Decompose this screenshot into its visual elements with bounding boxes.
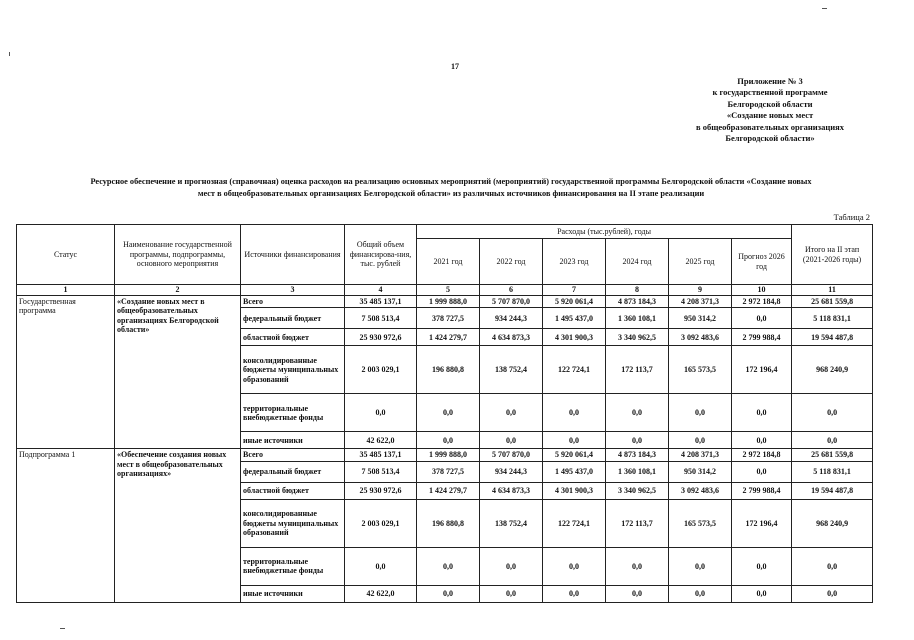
cell-year-value: 0,0 [480,432,543,449]
cell-stage-total: 19 594 487,8 [792,329,873,346]
appendix-header [620,76,914,144]
cell-total: 0,0 [345,394,417,432]
scan-mark-left [9,52,10,56]
cell-total: 42 622,0 [345,585,417,602]
row-status: Государственная программа [17,296,115,449]
table-label: Таблица 2 [833,212,870,222]
cell-total: 35 485 137,1 [345,296,417,308]
appendix-line: Приложение № 3 [737,76,803,86]
cell-year-value: 0,0 [732,461,792,482]
cell-year-value: 0,0 [606,547,669,585]
table-row [17,449,873,461]
column-number: 11 [792,285,873,296]
cell-year-value: 196 880,8 [417,346,480,394]
cell-year-value: 0,0 [543,547,606,585]
header-year: 2024 год [606,239,669,285]
cell-year-value: 0,0 [480,547,543,585]
column-number: 9 [669,285,732,296]
cell-year-value: 122 724,1 [543,346,606,394]
scan-mark-top-right [822,8,827,9]
column-number: 6 [480,285,543,296]
row-program-name: «Обеспечение создания новых мест в общеобразовательных организациях» [115,449,241,602]
header-year: Прогноз 2026 год [732,239,792,285]
cell-year-value: 4 873 184,3 [606,296,669,308]
appendix-line: Белгородской области» [725,133,815,144]
cell-year-value: 1 360 108,1 [606,461,669,482]
cell-year-value: 0,0 [669,394,732,432]
header-year: 2021 год [417,239,480,285]
cell-total: 35 485 137,1 [345,449,417,461]
cell-year-value: 0,0 [732,585,792,602]
cell-year-value: 0,0 [417,394,480,432]
row-source: федеральный бюджет [241,461,345,482]
cell-year-value: 0,0 [606,432,669,449]
row-source: областной бюджет [241,329,345,346]
header-name: Наименование государственной программы, подпрограммы, основного мероприятия [115,225,241,285]
table-body [17,296,873,603]
header-year: 2025 год [669,239,732,285]
cell-total: 25 930 972,6 [345,329,417,346]
cell-year-value: 0,0 [480,394,543,432]
header-year: 2022 год [480,239,543,285]
cell-year-value: 5 920 061,4 [543,449,606,461]
cell-year-value: 0,0 [417,547,480,585]
column-numbers-row [17,285,873,296]
cell-stage-total: 19 594 487,8 [792,482,873,499]
cell-year-value: 4 873 184,3 [606,449,669,461]
cell-total: 2 003 029,1 [345,346,417,394]
cell-year-value: 3 340 962,5 [606,482,669,499]
title-line: Ресурсное обеспечение и прогнозная (справочная) оценка расходов на реализацию основных мероприятий (мероприятий) государственной программы Белгородской области «Создание новых [90,177,812,186]
row-source: консолидированные бюджеты муниципальных образований [241,499,345,547]
column-number: 3 [241,285,345,296]
cell-stage-total: 25 681 559,8 [792,449,873,461]
cell-stage-total: 0,0 [792,585,873,602]
cell-total: 0,0 [345,547,417,585]
column-number: 5 [417,285,480,296]
cell-year-value: 0,0 [732,547,792,585]
cell-year-value: 3 340 962,5 [606,329,669,346]
cell-year-value: 0,0 [606,585,669,602]
cell-year-value: 172 196,4 [732,346,792,394]
cell-stage-total: 5 118 831,1 [792,308,873,329]
row-source: территориальные внебюджетные фонды [241,394,345,432]
cell-year-value: 2 972 184,8 [732,449,792,461]
row-status: Подпрограмма 1 [17,449,115,602]
column-number: 8 [606,285,669,296]
row-source: консолидированные бюджеты муниципальных образований [241,346,345,394]
row-source: территориальные внебюджетные фонды [241,547,345,585]
cell-total: 25 930 972,6 [345,482,417,499]
cell-year-value: 4 634 873,3 [480,482,543,499]
appendix-line: Белгородской области [727,98,813,109]
cell-year-value: 0,0 [669,547,732,585]
cell-stage-total: 968 240,9 [792,346,873,394]
document-title [30,176,872,199]
cell-year-value: 0,0 [480,585,543,602]
title-line: мест в общеобразовательных организациях Белгородской области» из различных источников финансирования на II этапе реализации [197,188,705,198]
row-source: федеральный бюджет [241,308,345,329]
cell-year-value: 165 573,5 [669,346,732,394]
cell-year-value: 0,0 [669,585,732,602]
cell-year-value: 0,0 [543,432,606,449]
cell-year-value: 1 424 279,7 [417,329,480,346]
cell-year-value: 5 707 870,0 [480,296,543,308]
cell-total: 2 003 029,1 [345,499,417,547]
cell-year-value: 0,0 [606,394,669,432]
row-source: областной бюджет [241,482,345,499]
cell-year-value: 934 244,3 [480,308,543,329]
cell-stage-total: 968 240,9 [792,499,873,547]
cell-total: 42 622,0 [345,432,417,449]
cell-year-value: 378 727,5 [417,308,480,329]
cell-year-value: 0,0 [669,432,732,449]
cell-year-value: 172 113,7 [606,499,669,547]
cell-stage-total: 25 681 559,8 [792,296,873,308]
cell-year-value: 0,0 [417,432,480,449]
cell-year-value: 172 196,4 [732,499,792,547]
cell-year-value: 0,0 [732,308,792,329]
cell-year-value: 196 880,8 [417,499,480,547]
cell-year-value: 0,0 [417,585,480,602]
cell-year-value: 0,0 [543,585,606,602]
column-number: 7 [543,285,606,296]
cell-year-value: 0,0 [732,432,792,449]
header-stage-total: Итого на II этап (2021-2026 годы) [792,225,873,285]
cell-year-value: 1 999 888,0 [417,296,480,308]
appendix-line: в общеобразовательных организациях [696,121,844,132]
row-source: иные источники [241,432,345,449]
cell-year-value: 934 244,3 [480,461,543,482]
cell-year-value: 172 113,7 [606,346,669,394]
cell-year-value: 5 920 061,4 [543,296,606,308]
cell-year-value: 0,0 [732,394,792,432]
row-program-name: «Создание новых мест в общеобразовательных организациях Белгородской области» [115,296,241,449]
cell-year-value: 122 724,1 [543,499,606,547]
header-total: Общий объем финансирова-ния, тыс. рублей [345,225,417,285]
header-expenses: Расходы (тыс.рублей), годы [417,225,792,239]
row-source: иные источники [241,585,345,602]
scan-mark-bottom-left [60,628,65,629]
cell-year-value: 165 573,5 [669,499,732,547]
cell-year-value: 4 301 900,3 [543,329,606,346]
header-sources: Источники финансирования [241,225,345,285]
table-row [17,296,873,308]
cell-year-value: 3 092 483,6 [669,482,732,499]
row-source: Всего [241,449,345,461]
cell-stage-total: 0,0 [792,432,873,449]
cell-stage-total: 5 118 831,1 [792,461,873,482]
cell-year-value: 378 727,5 [417,461,480,482]
cell-year-value: 2 799 988,4 [732,329,792,346]
column-number: 2 [115,285,241,296]
cell-year-value: 1 495 437,0 [543,461,606,482]
cell-year-value: 4 208 371,3 [669,449,732,461]
cell-year-value: 138 752,4 [480,346,543,394]
header-year: 2023 год [543,239,606,285]
cell-year-value: 1 999 888,0 [417,449,480,461]
cell-year-value: 4 634 873,3 [480,329,543,346]
table-header [17,225,873,296]
cell-year-value: 138 752,4 [480,499,543,547]
row-source: Всего [241,296,345,308]
header-status: Статус [17,225,115,285]
appendix-line: к государственной программе [712,87,828,98]
cell-year-value: 1 495 437,0 [543,308,606,329]
cell-year-value: 1 424 279,7 [417,482,480,499]
cell-year-value: 950 314,2 [669,461,732,482]
cell-year-value: 0,0 [543,394,606,432]
cell-year-value: 3 092 483,6 [669,329,732,346]
cell-year-value: 2 799 988,4 [732,482,792,499]
page-number: 17 [451,62,459,71]
appendix-line: «Создание новых мест [726,110,814,121]
cell-stage-total: 0,0 [792,394,873,432]
cell-year-value: 5 707 870,0 [480,449,543,461]
cell-year-value: 950 314,2 [669,308,732,329]
cell-year-value: 1 360 108,1 [606,308,669,329]
funding-table [16,224,873,603]
cell-year-value: 4 301 900,3 [543,482,606,499]
column-number: 1 [17,285,115,296]
cell-total: 7 508 513,4 [345,308,417,329]
column-number: 10 [732,285,792,296]
column-number: 4 [345,285,417,296]
cell-total: 7 508 513,4 [345,461,417,482]
cell-year-value: 4 208 371,3 [669,296,732,308]
cell-year-value: 2 972 184,8 [732,296,792,308]
cell-stage-total: 0,0 [792,547,873,585]
